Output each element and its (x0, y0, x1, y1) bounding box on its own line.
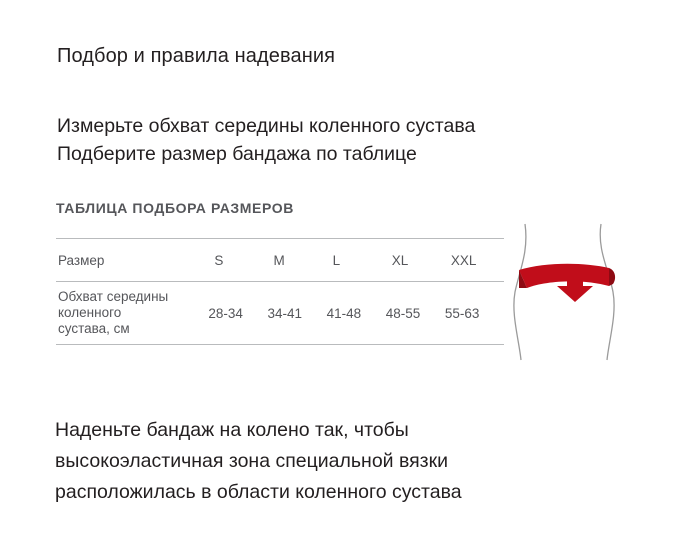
size-value-xl: 48-55 (385, 305, 421, 321)
knee-diagram-svg (505, 222, 635, 362)
size-table (56, 238, 504, 345)
measure-label-line-3: сустава, см (58, 321, 130, 336)
instruction-line-3: Наденьте бандаж на колено так, чтобы (55, 419, 409, 441)
size-header-m: M (273, 252, 285, 268)
measure-label (56, 282, 208, 345)
size-value-s: 28-34 (208, 305, 243, 321)
size-table-title: ТАБЛИЦА ПОДБОРА РАЗМЕРОВ (56, 200, 294, 216)
size-value-m: 34-41 (267, 305, 302, 321)
instruction-line-2: Подберите размер бандажа по таблице (57, 143, 417, 165)
instruction-line-4: высокоэластичная зона специальной вязки (55, 450, 449, 472)
instruction-line-5: расположилась в области коленного сустава (55, 481, 462, 503)
table-header-row (56, 239, 504, 282)
size-value-xxl: 55-63 (444, 305, 480, 321)
size-header-l: L (332, 252, 341, 268)
size-header-xl: XL (391, 252, 409, 268)
size-table-block (56, 200, 506, 345)
size-header-s: S (214, 252, 224, 268)
instructions-top (57, 112, 475, 168)
table-data-row (56, 282, 504, 345)
knee-bandage-illustration (505, 222, 635, 362)
measure-label-line-2: коленного (58, 305, 122, 320)
size-value-l: 41-48 (326, 305, 362, 321)
table-header-label: Размер (56, 239, 208, 282)
page-title: Подбор и правила надевания (57, 45, 336, 67)
size-header-xxl: XXL (450, 252, 477, 268)
instructions-bottom (55, 415, 462, 508)
instruction-line-1: Измерьте обхват середины коленного сустава (57, 115, 476, 137)
measure-label-line-1: Обхват середины (58, 289, 169, 304)
